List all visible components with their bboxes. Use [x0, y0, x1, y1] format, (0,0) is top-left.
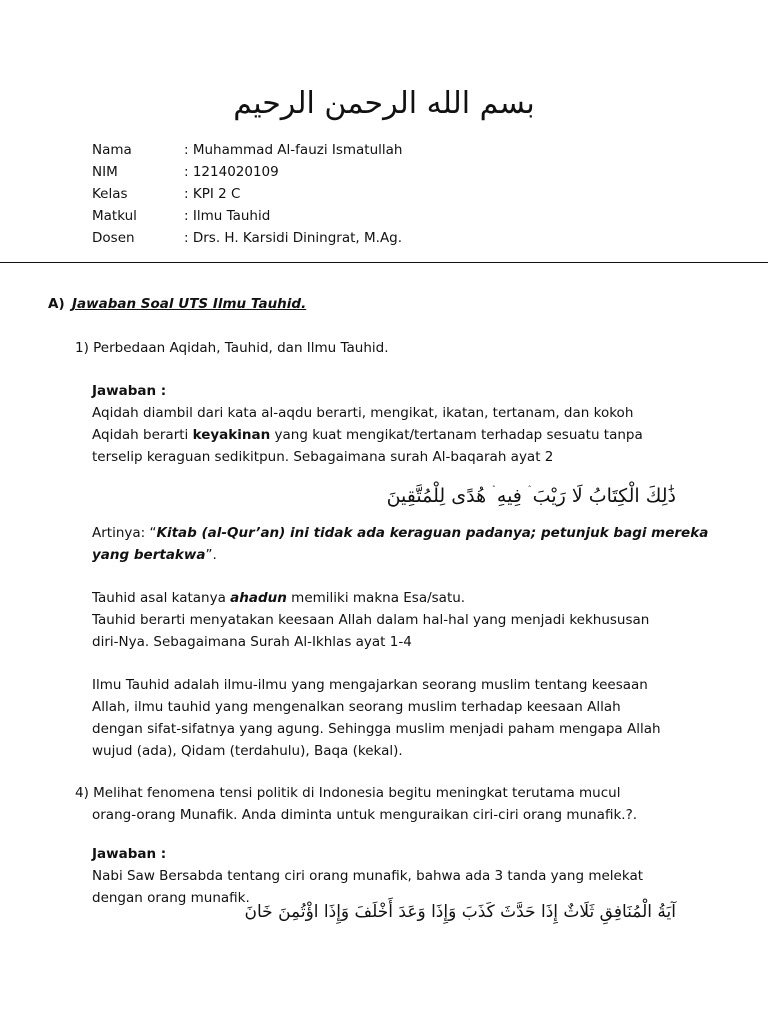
ilmu-tauhid-line-2: Allah, ilmu tauhid yang mengenalkan seorang muslim terhadap keesaan Allah — [92, 699, 621, 715]
info-row-nama — [92, 139, 403, 161]
info-row-nim — [92, 161, 403, 183]
question-1: 1) Perbedaan Aqidah, Tauhid, dan Ilmu Tauhid. — [75, 340, 389, 356]
aqidah-line-1: Aqidah diambil dari kata al-aqdu berarti, mengikat, ikatan, tertanam, dan kokoh — [92, 405, 634, 421]
translation-text: Kitab (al-Qur’an) ini tidak ada keraguan padanya; petunjuk bagi mereka — [156, 525, 709, 541]
info-label: Dosen — [92, 230, 135, 246]
ilmu-tauhid-line-1: Ilmu Tauhid adalah ilmu-ilmu yang mengajarkan seorang muslim tentang keesaan — [92, 677, 648, 693]
info-value: : 1214020109 — [184, 164, 279, 180]
keyword-keyakinan: keyakinan — [192, 427, 271, 443]
ilmu-tauhid-line-4: wujud (ada), Qidam (terdahulu), Baqa (kekal). — [92, 743, 403, 759]
answer-label-1: Jawaban : — [92, 383, 167, 399]
info-label: Nama — [92, 142, 132, 158]
ilmu-tauhid-line-3: dengan sifat-sifatnya yang agung. Sehingga muslim menjadi paham mengapa Allah — [92, 721, 661, 737]
basmala-heading: بسم الله الرحمن الرحيم — [233, 86, 535, 121]
aqidah-line-2 — [92, 424, 643, 446]
info-label: NIM — [92, 164, 118, 180]
tauhid-line-1 — [92, 587, 465, 609]
text-run: memiliki makna Esa/satu. — [286, 590, 466, 606]
answer-4-line-2: dengan orang munafik. — [92, 890, 250, 906]
text-run: Aqidah berarti — [92, 427, 193, 443]
keyword-ahadun: ahadun — [230, 590, 287, 606]
artinya-line-1 — [92, 522, 708, 544]
tauhid-line-2: Tauhid berarti menyatakan keesaan Allah dalam hal-hal yang menjadi kekhususan — [92, 612, 650, 628]
student-info — [92, 139, 403, 249]
header-divider — [0, 262, 768, 263]
aqidah-line-3: terselip keraguan sedikitpun. Sebagaimana surah Al-baqarah ayat 2 — [92, 449, 554, 465]
text-run: yang kuat mengikat/tertanam terhadap sesuatu tanpa — [270, 427, 643, 443]
arabic-verse-albaqarah: ذَٰلِكَ الْكِتَابُ لَا رَيْبَ ۛ فِيهِ ۛ هُدًى لِلْمُتَّقِينَ — [386, 485, 676, 507]
info-value: : Muhammad Al-fauzi Ismatullah — [184, 142, 403, 158]
info-row-matkul — [92, 205, 403, 227]
info-row-kelas — [92, 183, 403, 205]
answer-label-4: Jawaban : — [92, 846, 167, 862]
info-row-dosen — [92, 227, 403, 249]
answer-4-line-1: Nabi Saw Bersabda tentang ciri orang munafik, bahwa ada 3 tanda yang melekat — [92, 868, 644, 884]
translation-text: yang bertakwa — [92, 547, 206, 563]
text-run: Artinya: “ — [92, 525, 157, 541]
question-4-line-2: orang-orang Munafik. Anda diminta untuk menguraikan ciri-ciri orang munafik.?. — [92, 807, 638, 823]
info-value: : Ilmu Tauhid — [184, 208, 271, 224]
arabic-hadith-munafik: آيَةُ الْمُنَافِقِ ثَلَاثٌ إِذَا حَدَّثَ كَذَبَ وَإِذَا وَعَدَ أَخْلَفَ وَإِذَا اؤْتُمِنَ خَانَ — [244, 902, 676, 922]
section-title: Jawaban Soal UTS Ilmu Tauhid. — [72, 296, 307, 312]
tauhid-line-3: diri-Nya. Sebagaimana Surah Al-Ikhlas ayat 1-4 — [92, 634, 412, 650]
info-value: : KPI 2 C — [184, 186, 241, 202]
text-run: ”. — [205, 547, 217, 563]
section-letter: A) — [48, 296, 65, 312]
question-4-line-1: 4) Melihat fenomena tensi politik di Indonesia begitu meningkat terutama mucul — [75, 785, 621, 801]
artinya-line-2 — [92, 544, 217, 566]
info-label: Kelas — [92, 186, 128, 202]
text-run: Tauhid asal katanya — [92, 590, 231, 606]
section-heading — [48, 296, 306, 312]
info-value: : Drs. H. Karsidi Diningrat, M.Ag. — [184, 230, 403, 246]
info-label: Matkul — [92, 208, 137, 224]
